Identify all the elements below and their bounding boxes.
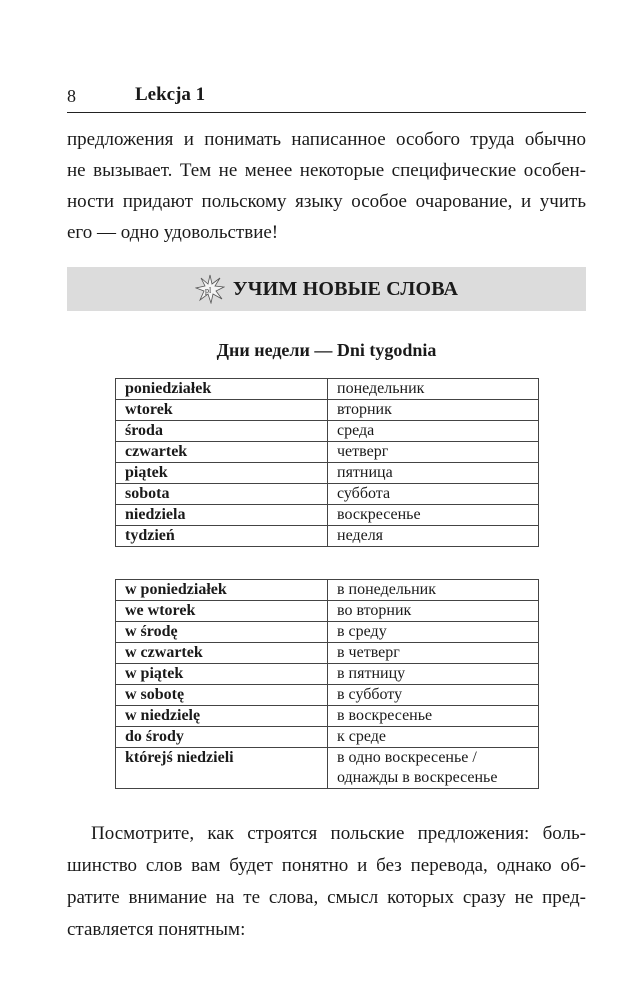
table-row bbox=[116, 505, 539, 526]
table-row bbox=[116, 643, 539, 664]
text-line: ставляется понятным: bbox=[67, 919, 246, 940]
text-line: ности придают польскому языку особое очарование, и учить bbox=[67, 191, 586, 212]
table-row bbox=[116, 580, 539, 601]
russian-translation bbox=[328, 622, 539, 643]
table-row bbox=[116, 421, 539, 442]
russian-translation bbox=[328, 643, 539, 664]
section-banner bbox=[67, 267, 586, 311]
translation-text: четверг bbox=[337, 443, 389, 460]
days-phrases-table bbox=[115, 579, 539, 789]
text-line: его — одно удовольствие! bbox=[67, 222, 279, 243]
table-row bbox=[116, 748, 539, 789]
translation-text: в пятницу bbox=[337, 665, 406, 682]
translation-text: во вторник bbox=[337, 602, 412, 619]
text-line: предложения и понимать написанное особого труда обычно bbox=[67, 129, 586, 150]
translation-text: в четверг bbox=[337, 644, 400, 661]
polish-word: w czwartek bbox=[116, 643, 328, 664]
russian-translation bbox=[328, 748, 539, 789]
russian-translation bbox=[328, 400, 539, 421]
text-line: не вызывает. Тем не менее некоторые специфические особен- bbox=[67, 160, 586, 181]
polish-word: czwartek bbox=[116, 442, 328, 463]
russian-translation bbox=[328, 421, 539, 442]
text-line: ратите внимание на те слова, смысл которых сразу не пред- bbox=[67, 887, 586, 908]
polish-word: którejś niedzieli bbox=[116, 748, 328, 789]
translation-text: в одно воскресенье / bbox=[337, 749, 477, 766]
polish-word: tydzień bbox=[116, 526, 328, 547]
polish-word: w sobotę bbox=[116, 685, 328, 706]
polish-word: w piątek bbox=[116, 664, 328, 685]
table-row bbox=[116, 664, 539, 685]
polish-word: w poniedziałek bbox=[116, 580, 328, 601]
russian-translation bbox=[328, 685, 539, 706]
translation-text: неделя bbox=[337, 527, 384, 544]
polish-word: środa bbox=[116, 421, 328, 442]
table-row bbox=[116, 463, 539, 484]
table-row bbox=[116, 622, 539, 643]
translation-text: вторник bbox=[337, 401, 392, 418]
polish-word: wtorek bbox=[116, 400, 328, 421]
days-table bbox=[115, 378, 539, 547]
russian-translation bbox=[328, 601, 539, 622]
table-caption: Дни недели — Dni tygodnia bbox=[216, 340, 437, 360]
page-number: 8 bbox=[67, 86, 76, 106]
table-row bbox=[116, 400, 539, 421]
translation-text: суббота bbox=[337, 485, 391, 502]
russian-translation bbox=[328, 580, 539, 601]
russian-translation bbox=[328, 484, 539, 505]
intro-paragraph bbox=[67, 124, 586, 248]
table-row bbox=[116, 526, 539, 547]
translation-text: среда bbox=[337, 422, 375, 439]
polish-word: sobota bbox=[116, 484, 328, 505]
text-line: шинство слов вам будет понятно и без перевода, однако об- bbox=[67, 855, 586, 876]
translation-text: пятница bbox=[337, 464, 393, 481]
russian-translation bbox=[328, 664, 539, 685]
table-row bbox=[116, 442, 539, 463]
table-row bbox=[116, 685, 539, 706]
translation-text: в понедельник bbox=[337, 581, 436, 598]
polish-word: niedziela bbox=[116, 505, 328, 526]
running-header bbox=[67, 84, 586, 113]
section-title: УЧИМ НОВЫЕ СЛОВА bbox=[232, 277, 459, 300]
table-row bbox=[116, 601, 539, 622]
russian-translation bbox=[328, 463, 539, 484]
polish-word: we wtorek bbox=[116, 601, 328, 622]
translation-text: понедельник bbox=[337, 380, 425, 397]
russian-translation bbox=[328, 526, 539, 547]
outro-paragraph bbox=[67, 818, 586, 946]
table-row bbox=[116, 379, 539, 400]
translation-text: в среду bbox=[337, 623, 387, 640]
svg-text:pl: pl bbox=[204, 286, 212, 295]
russian-translation bbox=[328, 379, 539, 400]
russian-translation bbox=[328, 706, 539, 727]
chapter-title: Lekcja 1 bbox=[135, 84, 206, 105]
table-row bbox=[116, 727, 539, 748]
russian-translation bbox=[328, 727, 539, 748]
translation-text: воскресенье bbox=[337, 506, 421, 523]
text-line: Посмотрите, как строятся польские предложения: боль- bbox=[91, 823, 586, 844]
translation-text: в субботу bbox=[337, 686, 403, 703]
table-row bbox=[116, 484, 539, 505]
translation-text: к среде bbox=[337, 728, 387, 745]
polish-word: w środę bbox=[116, 622, 328, 643]
russian-translation bbox=[328, 442, 539, 463]
starburst-icon bbox=[195, 274, 225, 304]
polish-word: piątek bbox=[116, 463, 328, 484]
table-row bbox=[116, 706, 539, 727]
polish-word: w niedzielę bbox=[116, 706, 328, 727]
translation-text: однажды в воскресенье bbox=[337, 769, 498, 786]
russian-translation bbox=[328, 505, 539, 526]
translation-text: в воскресенье bbox=[337, 707, 433, 724]
polish-word: do środy bbox=[116, 727, 328, 748]
polish-word: poniedziałek bbox=[116, 379, 328, 400]
